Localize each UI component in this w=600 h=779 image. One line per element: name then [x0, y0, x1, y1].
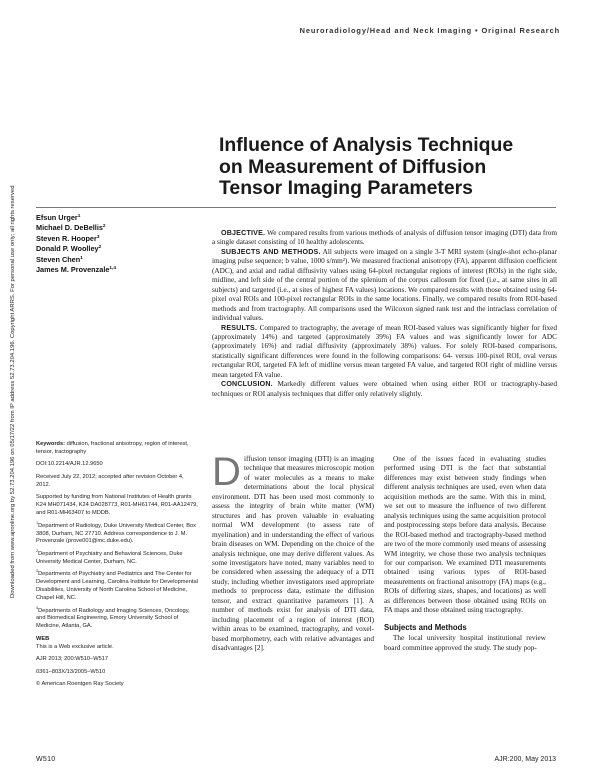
intro-paragraph-2: One of the issues faced in evaluating studies performed using DTI is the fact that substantial differences may exist between study findings when different analysis techniques are used, even when data acquisition methods are the same. With this in mind, we set out to measure the influence of two different analysis techniques using the same acquisition protocol and postprocessing steps before data analysis. Because the ROI-based method and tractography-based method are two of the more commonly used means of assessing WM integrity, we chose those two analysis techniques for our comparison. We examined DTI measurements obtained using various types of ROI-based measurements on fractional anisotropy (FA) maps (e.g., ROIs of differing sizes, shapes, and locations) as well as differences between those obtained using ROIs on FA maps and those obtained using tractography. — [384, 455, 546, 615]
web-note: This is a Web exclusive article. — [36, 643, 114, 650]
abstract-results: RESULTS. Compared to tractography, the average of mean ROI-based values was significantly higher for fixed (approximately 14%) and targeted (approximately 39%) FA values and was significantly lower for ADC (approximately 16%) and radial diffusivity (approximately 38%) values. For solely ROI-based comparisons, statistically significant differences were found in the following comparisons: 64- versus 100-pixel ROI, oval versus rectangular ROI, targeted FA left of midline versus mean targeted FA value, and targeted ROI right of midline versus mean targeted FA value. — [212, 323, 557, 379]
title-line-2: on Measurement of Diffusion — [219, 155, 487, 178]
funding-note: Supported by funding from National Institutes of Health grants K24 MH071434, K24 DA028773, R01-MH61744, R01-AA12479, and R01-MH63407 to MDDB. — [36, 494, 198, 517]
intro-paragraph: iffusion tensor imaging (DTI) is an imaging technique that measures microscopic motion of water molecules as a means to make determinations about the local physical environment. DTI has been used most commonly to assess the integrity of brain white matter (WM) structures and has proven valuable in evaluating normal WM development (to assess rate of myelination) and in understanding the effect of various brain diseases on WM. Depending on the choice of the analysis technique, one may derive different values. As some investigators have noted, many variables need to be considered when assessing the adequacy of a DTI study, including whether investigators used appropriate methods to preprocess data, estimate the diffusion tensor, and extract quantitative parameters [1]. A number of methods exist for analysis of DTI data, including placement of a region of interest (ROI) within areas to be examined, tractography, and voxel-based morphometry, each with relative advantages and disadvantages [2]. — [212, 455, 374, 653]
affiliation-1: $^1$Department of Radiology, Duke University Medical Center, Box 3808, Durham, NC 27710. Address correspondence to J. M. Provenzale (prove001@mc.duke.edu). — [36, 520, 197, 545]
author: Michael D. DeBellis$^2$ — [36, 223, 106, 233]
author: Donald P. Woolley$^2$ — [36, 244, 102, 254]
title-line-3: Tensor Imaging Parameters — [219, 177, 473, 199]
doi: DOI:10.2214/AJR.12.9650 — [36, 461, 103, 468]
journal-section-header: Neuroradiology/Head and Neck Imaging • Original Research — [299, 26, 560, 35]
abstract-conclusion: CONCLUSION. Markedly different values were obtained when using either ROI or tractography-based techniques or ROI analysis techniques that differ only relatively slightly. — [212, 380, 557, 398]
journal-issue: AJR:200, May 2013 — [494, 756, 556, 763]
abstract-methods: SUBJECTS AND METHODS. All subjects were imaged on a single 3-T MRI system (single-shot echo-planar imaging pulse sequence; b value, 1000 s/mm²). We measured fractional anisotropy (FA), apparent diffusion coefficient (ADC), and axial and radial diffusivity values using 64-pixel rectangular regions of interest (ROIs) in the right side, midline, and left side of the central portion of the splenium of the corpus callosum for fixed (i.e., at same sites in all subjects) and targeted (i.e., at sites of highest FA values) locations. We compared results with those obtained using 64-pixel oval ROIs and 100-pixel rectangular ROIs in the same locations. Finally, we compared results from ROI-based methods and from tractography. All comparisons used the Wilcoxon signed rank test and the intraclass correlation of individual values. — [212, 247, 557, 323]
body-column-2 — [384, 455, 546, 653]
author: Efsun Urger$^1$ — [36, 213, 81, 222]
affiliation-4: $^4$Departments of Radiology and Imaging Sciences, Oncology, and Biomedical Engineering, Emory University School of Medicine, Atlanta, GA. — [36, 605, 190, 630]
download-stamp-text: Downloaded from www.ajronline.org by 52.73.204.196 on 05/17/22 from IP address 52.73.204.196. Copyright ARRS. For personal use only; all rights reserved — [10, 185, 16, 598]
title-divider — [36, 207, 556, 208]
download-stamp — [2, 2, 18, 602]
received-date: Received July 22, 2012; accepted after revision October 4, 2012. — [36, 473, 184, 488]
page-number: W510 — [36, 756, 56, 763]
article-info-column — [36, 441, 198, 694]
web-label: WEB — [36, 635, 50, 642]
abstract — [212, 229, 557, 399]
author: James M. Provenzale$^{1,4}$ — [36, 265, 117, 275]
title-line-1: Influence of Analysis Technique — [219, 134, 514, 156]
author-list — [36, 213, 216, 275]
drop-cap: D — [212, 450, 241, 494]
body-column-1 — [212, 450, 374, 654]
author: Steven R. Hooper$^3$ — [36, 233, 100, 243]
copyright: © American Roentgen Ray Society — [36, 681, 124, 688]
methods-paragraph: The local university hospital institutional review board committee approved the study. The study pop- — [384, 634, 546, 652]
affiliation-3: $^3$Departments of Psychiatry and Pediatrics and The Center for Development and Learning, Carolina Institute for Developmental Disabilities, University of North Carolina School of Medicine, Chapel Hill, NC. — [36, 569, 198, 602]
article-title — [219, 135, 549, 200]
citation: AJR 2013; 200:W510–W517 — [36, 656, 109, 663]
author: Steven Chen$^1$ — [36, 254, 83, 264]
abstract-objective: OBJECTIVE. We compared results from various methods of analysis of diffusion tensor imaging (DTI) data from a single dataset consisting of 10 healthy adolescents. — [212, 229, 557, 247]
keywords: Keywords: diffusion, fractional anisotropy, region of interest, tensor, tractography — [36, 441, 189, 455]
affiliation-2: $^2$Department of Psychiatry and Behavioral Sciences, Duke University Medical Center, Durham, NC. — [36, 548, 183, 565]
issn: 0361–803X/13/2005–W510 — [36, 668, 106, 675]
section-heading: Subjects and Methods — [384, 622, 467, 632]
